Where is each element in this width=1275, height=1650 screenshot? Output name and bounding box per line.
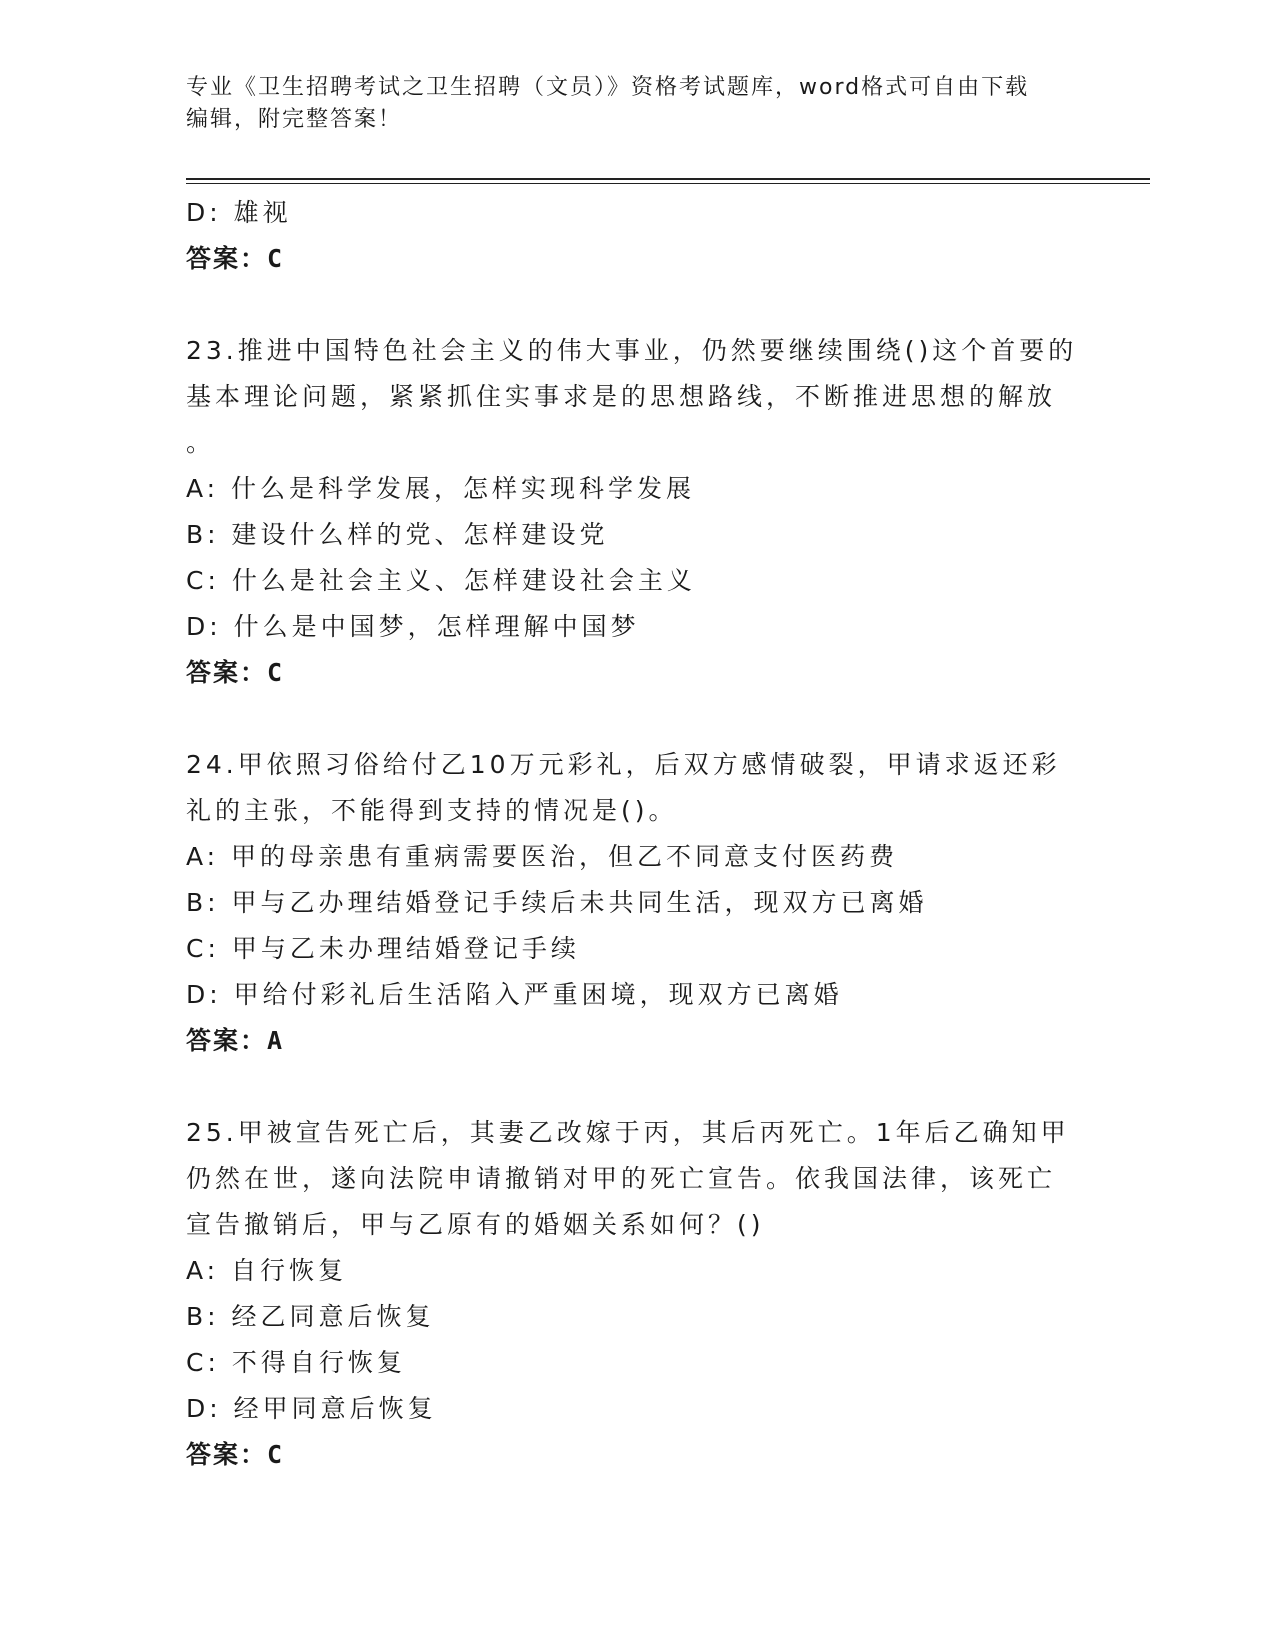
option-a: A: 自行恢复 <box>186 1256 348 1285</box>
answer-value: A <box>267 1026 285 1055</box>
answer-label: 答案： <box>186 244 268 273</box>
question-list <box>186 190 1086 1478</box>
spacer <box>186 1064 1086 1110</box>
option-b: B: 经乙同意后恢复 <box>186 1302 435 1331</box>
option-d: D: 经甲同意后恢复 <box>186 1394 437 1423</box>
option-d: D: 什么是中国梦，怎样理解中国梦 <box>186 612 640 641</box>
question-stem <box>186 1110 1086 1248</box>
header-line-2: 编辑，附完整答案！ <box>186 107 403 132</box>
answer-line <box>186 236 1086 282</box>
header-line-1: 专业《卫生招聘考试之卫生招聘（文员）》资格考试题库，word格式可自由下载 <box>186 75 1030 100</box>
stem-line: 仍然在世，遂向法院申请撤销对甲的死亡宣告。依我国法律，该死亡 <box>186 1164 1057 1193</box>
stem-line: 25.甲被宣告死亡后，其妻乙改嫁于丙，其后丙死亡。1年后乙确知甲 <box>186 1118 1070 1147</box>
stem-line: 礼的主张，不能得到支持的情况是()。 <box>186 796 678 825</box>
stem-line: 24.甲依照习俗给付乙10万元彩礼，后双方感情破裂，甲请求返还彩 <box>186 750 1061 779</box>
stem-line: 。 <box>186 428 216 457</box>
option-c: C: 甲与乙未办理结婚登记手续 <box>186 934 580 963</box>
option-c: C: 什么是社会主义、怎样建设社会主义 <box>186 566 696 595</box>
answer-line <box>186 1018 1086 1064</box>
answer-value: C <box>267 244 285 273</box>
stem-line: 基本理论问题，紧紧抓住实事求是的思想路线，不断推进思想的解放 <box>186 382 1057 411</box>
question-25 <box>186 1110 1086 1478</box>
spacer <box>186 696 1086 742</box>
question-23 <box>186 328 1086 696</box>
answer-line <box>186 1432 1086 1478</box>
option-b: B: 建设什么样的党、怎样建设党 <box>186 520 609 549</box>
option-a: A: 什么是科学发展，怎样实现科学发展 <box>186 474 696 503</box>
spacer <box>186 282 1086 328</box>
answer-label: 答案： <box>186 1026 268 1055</box>
answer-label: 答案： <box>186 658 268 687</box>
question-stem <box>186 328 1086 466</box>
question-stem <box>186 742 1086 834</box>
stem-line: 宣告撤销后，甲与乙原有的婚姻关系如何？() <box>186 1210 765 1239</box>
page-header <box>186 72 1066 136</box>
option-b: B: 甲与乙办理结婚登记手续后未共同生活，现双方已离婚 <box>186 888 928 917</box>
answer-line <box>186 650 1086 696</box>
answer-value: C <box>267 1440 285 1469</box>
option-d: D: 甲给付彩礼后生活陷入严重困境，现双方已离婚 <box>186 980 843 1009</box>
answer-value: C <box>267 658 285 687</box>
question-24 <box>186 742 1086 1064</box>
previous-question-tail <box>186 190 1086 282</box>
option-c: C: 不得自行恢复 <box>186 1348 406 1377</box>
header-divider-thin <box>186 183 1150 184</box>
header-divider-thick <box>186 178 1150 180</box>
answer-label: 答案： <box>186 1440 268 1469</box>
option-a: A: 甲的母亲患有重病需要医治，但乙不同意支付医药费 <box>186 842 899 871</box>
option-d: D: 雄视 <box>186 198 292 227</box>
stem-line: 23.推进中国特色社会主义的伟大事业，仍然要继续围绕()这个首要的 <box>186 336 1078 365</box>
